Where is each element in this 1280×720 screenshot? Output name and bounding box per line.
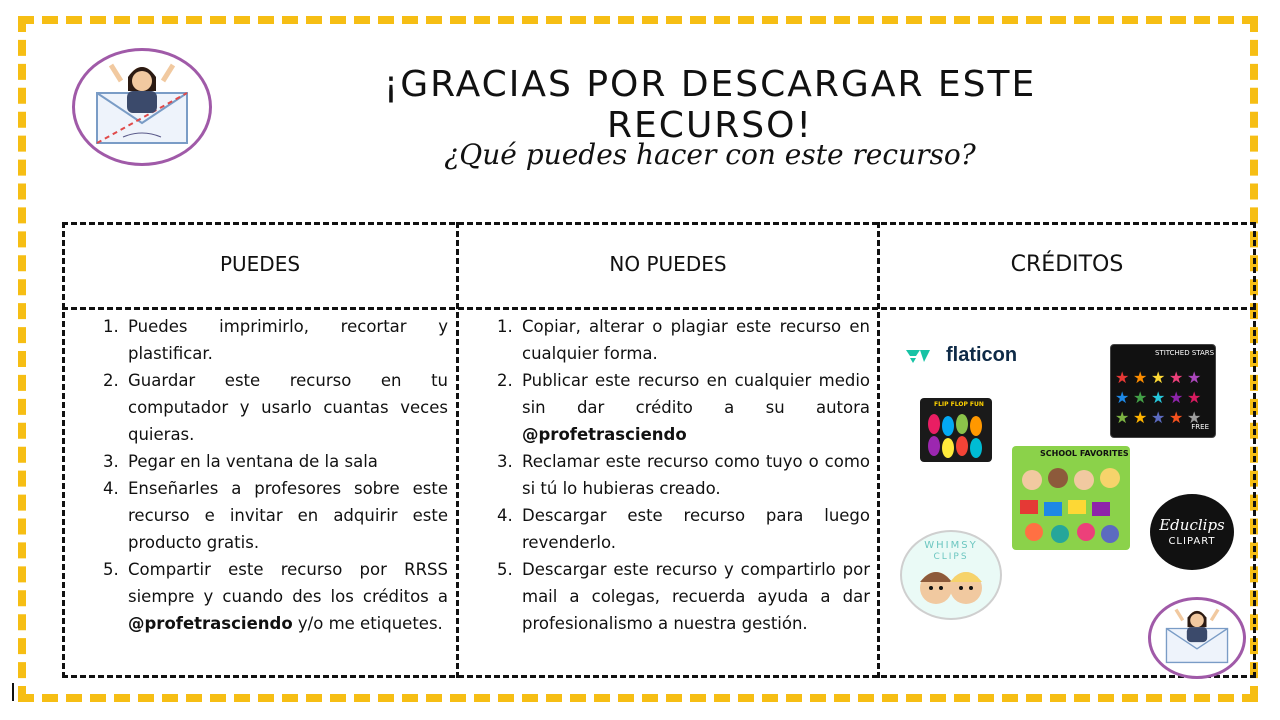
svg-text:★: ★ [1187, 408, 1202, 427]
stitched-stars-title: STITCHED STARS [1155, 349, 1215, 357]
flaticon-icon [906, 348, 940, 364]
svg-text:★: ★ [1169, 368, 1184, 387]
svg-text:★: ★ [1169, 408, 1184, 427]
educlips-logo [1150, 494, 1234, 570]
list-item-text: y/o me etiquetes. [297, 614, 443, 633]
svg-text:★: ★ [1151, 388, 1166, 407]
clipart-text: CLIPART [1168, 536, 1216, 547]
flaticon-text: flaticon [946, 344, 1018, 366]
svg-text:★: ★ [1115, 368, 1130, 387]
profe-logo [72, 48, 212, 166]
whimsy-text: WHIMSY [924, 540, 978, 551]
header-divider [62, 307, 1256, 310]
list-item [124, 556, 448, 637]
svg-text:★: ★ [1133, 368, 1148, 387]
column-divider [877, 222, 880, 678]
list-item-text: Compartir este recurso por RRSS siempre y cuando des los créditos a [128, 560, 448, 606]
text-cursor [12, 683, 14, 701]
free-label: FREE [1191, 423, 1209, 431]
author-handle: @profetrasciendo [128, 614, 293, 633]
page-title: ¡GRACIAS POR DESCARGAR ESTE RECURSO! [383, 64, 1037, 146]
whimsy-clips-logo [900, 530, 1002, 620]
creditos-heading: CRÉDITOS [1010, 252, 1124, 277]
stitched-stars-clipart [1110, 344, 1216, 438]
svg-text:★: ★ [1133, 388, 1148, 407]
svg-text:★: ★ [1133, 408, 1148, 427]
school-favorites-clipart [1012, 446, 1130, 550]
no-puedes-list [488, 313, 870, 637]
profe-logo-small [1148, 597, 1246, 679]
flip-flop-clipart [920, 398, 992, 462]
page-subtitle: ¿Qué puedes hacer con este recurso? [444, 138, 976, 171]
no-puedes-heading: NO PUEDES [609, 252, 727, 276]
flaticon-logo [906, 344, 1017, 367]
list-item: 4. Descargar este recurso para luego revenderlo. [518, 502, 870, 556]
clips-text: CLIPS [933, 552, 969, 562]
svg-text:★: ★ [1115, 388, 1130, 407]
svg-text:★: ★ [1151, 368, 1166, 387]
school-favorites-title: SCHOOL FAVORITES [1040, 449, 1129, 458]
list-item: 1. Puedes imprimirlo, recortar y plastificar. [124, 313, 448, 367]
list-item: 3. Pegar en la ventana de la sala [124, 448, 448, 475]
list-item: 2. Guardar este recurso en tu computador y usarlo cuantas veces quieras. [124, 367, 448, 448]
list-item-text: Publicar este recurso en cualquier medio sin dar crédito a su autora [522, 371, 870, 417]
flip-flop-title: FLIP FLOP FUN [934, 401, 984, 408]
puedes-heading: PUEDES [219, 252, 301, 276]
puedes-list [94, 313, 448, 637]
svg-text:★: ★ [1169, 388, 1184, 407]
svg-text:★: ★ [1187, 388, 1202, 407]
list-item: 5. Descargar este recurso y compartirlo por mail a colegas, recuerda ayuda a dar profesionalismo a nuestra gestión. [518, 556, 870, 637]
list-item: 3. Reclamar este recurso como tuyo o como si tú lo hubieras creado. [518, 448, 870, 502]
column-divider [456, 222, 459, 678]
svg-text:★: ★ [1115, 408, 1130, 427]
list-item: 4. Enseñarles a profesores sobre este recurso e invitar en adquirir este producto gratis. [124, 475, 448, 556]
list-item: 1. Copiar, alterar o plagiar este recurso en cualquier forma. [518, 313, 870, 367]
author-handle: @profetrasciendo [522, 425, 687, 444]
educlips-text: Educlips [1159, 516, 1225, 534]
list-item [518, 367, 870, 448]
svg-text:★: ★ [1151, 408, 1166, 427]
svg-text:★: ★ [1187, 368, 1202, 387]
